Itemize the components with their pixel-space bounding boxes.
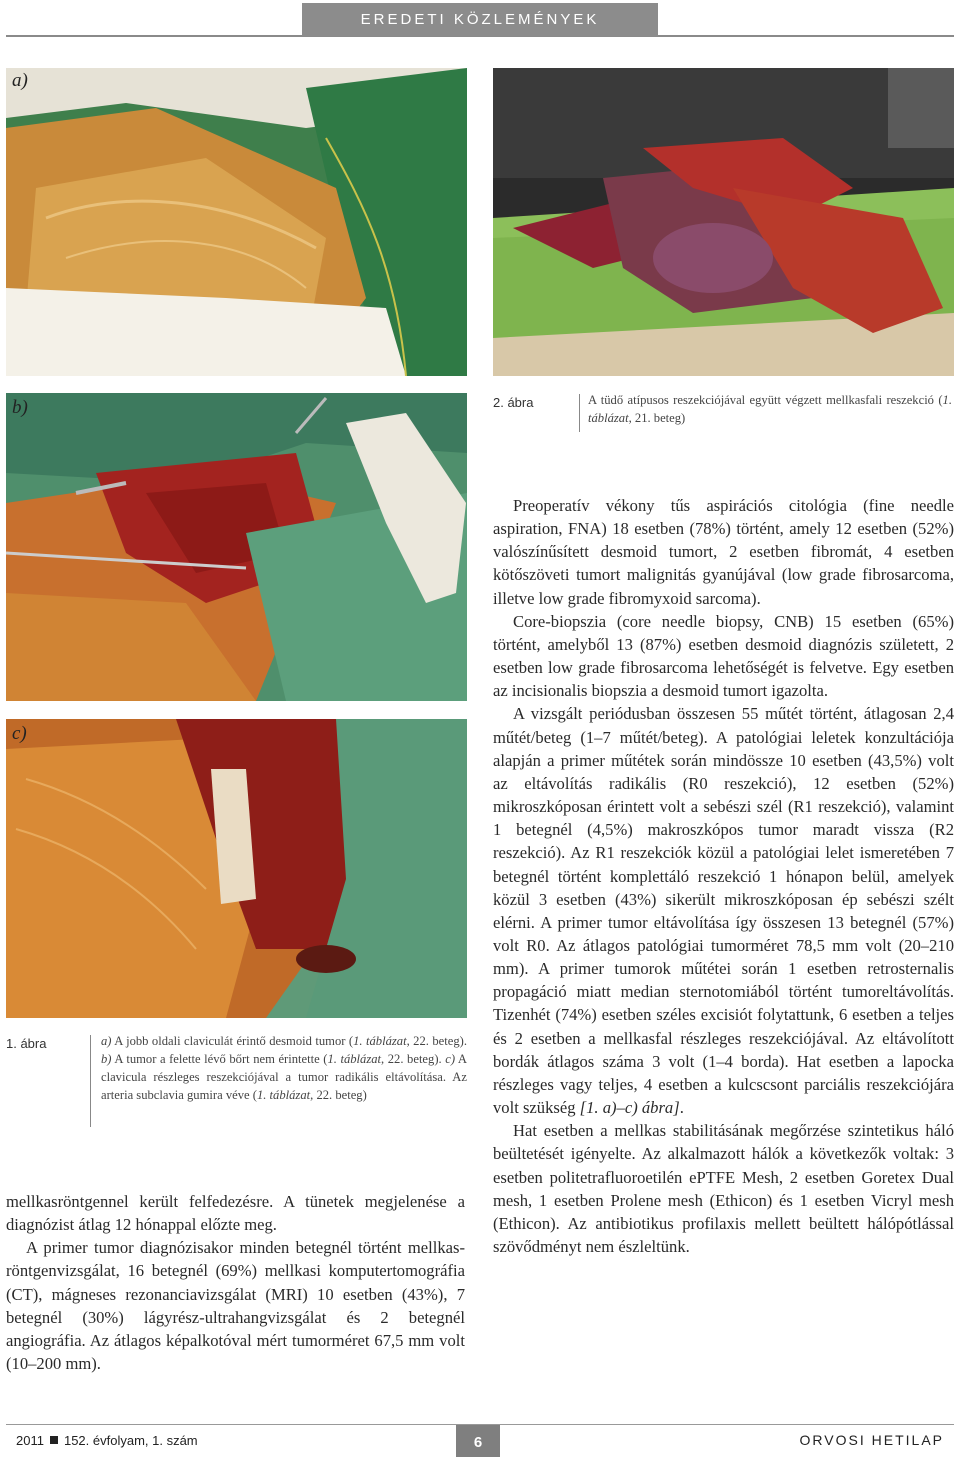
figure1-photo-c [6,719,467,1018]
figure2-label: 2. ábra [493,395,534,410]
paragraph [6,1190,465,1236]
text-run: Core-biopszia (core needle biopsy, CNB) 15 esetben (65%) történt, amelyből 13 (87%) esetben desmoid diagnózis született, 2 esetben low grade fibrosarcoma lehetőségét is felvetve. Egy esetben az incisionalis biopszia a desmoid tumort igazolta. [493,611,954,701]
figure2-photo [493,68,954,376]
figure2-caption [588,391,952,427]
figure2-caption-divider [579,394,580,432]
text-run: mellkasröntgennel került felfedezésre. A tünetek megjelenése a diagnózist átlag 12 hónappal előzte meg. [6,1192,465,1235]
right-text-column [493,494,954,1258]
footer-issue-info [16,1433,198,1448]
italic-text-run: 1. táblázat [588,393,952,425]
figure1-photo-b [6,393,467,701]
text-run: , 22. beteg) [310,1088,367,1102]
text-run: , 21. beteg) [628,411,686,425]
figure1-panel-a-label: a) [12,70,28,91]
text-run: A vizsgált periódusban összesen 55 műtét történt, átlagosan 2,4 műtét/beteg (1–7 műtét/beteg). A patológiai leletek konzultációja alapján a primer műtétek során mindössze 10 esetben (43,5%) volt az eltávolítás radikális (R0 reszekció), 12 esetben (52%) mikroszkóposan érintett volt a sebészi szél (R1 reszekció), valamint 1 betegnél (4,5%) makroszkópos tumor maradt vissza (R2 reszekció). Az R1 reszekciók közül a patológiai lelet ismeretében 7 betegnél történt komplettáló reszekció 1 hónapon belül, amelyek közül 3 esetben (43%) sikerült mikroszkóposan ép sebészi szélt elérni. A primer tumor eltávolítása így összesen 13 betegnél (57%) volt R0. Az átlagos patológiai tumorméret 78,5 mm volt (20–210 mm). A primer tumorok műtétei során 1 esetben retrosternalis propagáció miatt median sternotomiából történt tumoreltávolítás. Tizenhét (74%) esetben széles excisiót folytattunk, 6 esetben a teljes és 2 esetben a mellkasfal részleges reszekciójával. Az eltávolított bordák átlagos száma 3 volt (1–4 borda). Hat esetben a lapocka részleges vagy teljes, 4 esetben a kulcscsont parciális reszekciójára volt szükség [493,704,954,1118]
figure1-caption [101,1032,467,1104]
paragraph [6,1236,465,1375]
italic-text-run: b) [101,1052,112,1066]
text-run: A jobb oldali claviculát érintő desmoid tumor ( [111,1034,354,1048]
journal-name: ORVOSI HETILAP [799,1432,944,1448]
text-run: A clavicula részleges reszekciójával a tumor radikális eltávolítása. Az arteria subclavia gumira véve ( [101,1052,467,1102]
text-run: Hat esetben a mellkas stabilitásának megőrzése szintetikus háló beültetését igényelte. Az alkalmazott hálók a következők voltak: 3 esetben politetrafluoroetilén ePTFE Mesh, 2 esetben Goretex Dual mesh, 1 esetben Prolene mesh (Ethicon) és 1 esetben Vicryl mesh (Ethicon). Az antibiotikus profilaxis mellett beültett hálópótlással szövődményt nem észleltünk. [493,1121,954,1256]
italic-text-run: a) [101,1034,112,1048]
figure1-panel-c-label: c) [12,723,27,744]
paragraph [493,702,954,1119]
figure1-photo-a [6,68,467,376]
italic-text-run: 1. táblázat [256,1088,311,1102]
figure1-caption-divider [90,1035,91,1127]
text-run: . [679,1098,684,1118]
paragraph [493,1119,954,1258]
italic-text-run: [1. a)–c) ábra] [579,1098,680,1118]
paragraph [493,610,954,703]
text-run: , 22. beteg). [381,1052,446,1066]
text-run: A tumor a felette lévő bőrt nem érintette ( [111,1052,328,1066]
figure1-label: 1. ábra [6,1036,47,1051]
section-header: EREDETI KÖZLEMÉNYEK [302,3,658,36]
italic-text-run: c) [445,1052,456,1066]
footer-year: 2011 [16,1433,44,1448]
text-run: , 22. beteg). [406,1034,467,1048]
text-run: A primer tumor diagnózisakor minden betegnél történt mellkas-röntgenvizsgálat, 16 betegnél (69%) mellkasi komputertomográfia (CT), mágneses rezonanciavizsgálat (MRI) 10 esetben (43%), 7 betegnél (30%) lágyrész-ultrahangvizsgálat és 2 betegnél angiográfia. Az átlagos képalkotóval mért tumorméret 67,5 mm volt (10–200 mm). [6,1238,465,1374]
paragraph [493,494,954,610]
page-number: 6 [456,1425,500,1457]
italic-text-run: 1. táblázat [353,1034,407,1048]
square-separator-icon [50,1436,58,1444]
text-run: A tüdő atípusos reszekciójával együtt végzett mellkasfali reszekció ( [588,393,943,407]
left-text-column [6,1190,465,1375]
figure1-panel-b-label: b) [12,397,28,418]
footer-issue: 152. évfolyam, 1. szám [63,1433,198,1448]
italic-text-run: 1. táblázat [327,1052,382,1066]
text-run: Preoperatív vékony tűs aspirációs citológia (fine needle aspiration, FNA) 18 esetben (78%) történt, amely 12 esetben (52%) valószínűsített desmoid tumort, 2 esetben fibromát, 4 esetben kötőszöveti tumort malignitás gyanújával (low grade fibrosarcoma, illetve low grade fibromyxoid sarcoma). [493,496,954,608]
